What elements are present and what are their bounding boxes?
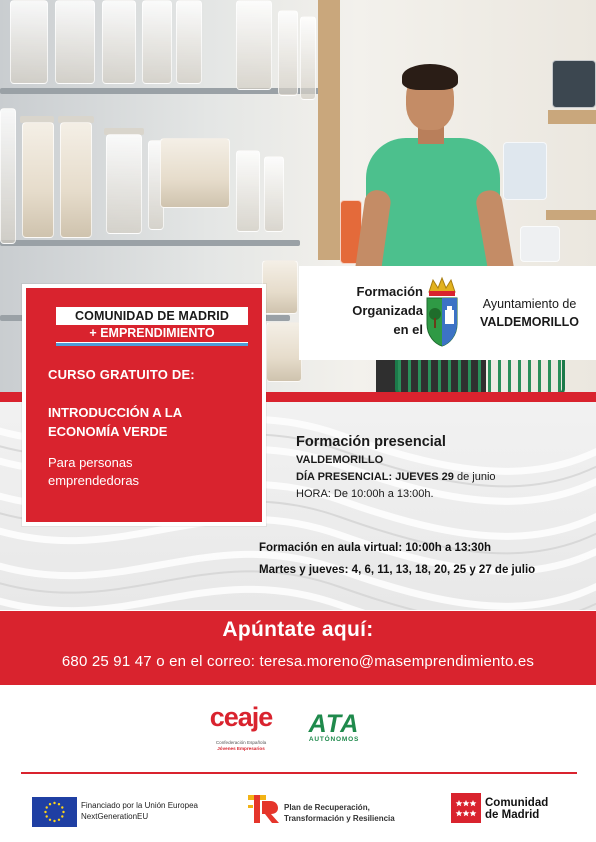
virtual-info	[259, 537, 594, 581]
ceaje-subtitle	[205, 740, 277, 752]
presencial-day	[296, 469, 586, 486]
presencial-hours: HORA: De 10:00h a 13:00h.	[296, 488, 434, 500]
eu-line2: NextGenerationEU	[81, 812, 149, 821]
organizer-text-line2: Organizada	[352, 303, 423, 318]
wooden-shelf	[546, 210, 596, 220]
jar	[10, 0, 48, 84]
footer-divider	[21, 772, 577, 774]
ceaje-sub-line2: Jóvenes Empresarios	[217, 746, 265, 751]
presencial-day-label: DÍA PRESENCIAL: JUEVES 29	[296, 471, 454, 483]
jar	[236, 150, 260, 232]
audience-line1: Para personas	[48, 455, 133, 470]
jar	[176, 0, 202, 84]
presencial-info	[296, 434, 586, 503]
course-title-line2: ECONOMÍA VERDE	[48, 424, 168, 439]
wooden-shelf	[318, 0, 340, 260]
jar	[22, 122, 54, 238]
eu-line1: Financiado por la Unión Europea	[81, 801, 198, 810]
course-box	[22, 284, 266, 526]
jar	[60, 122, 92, 238]
ceaje-sub-line1: Confederación Española	[215, 740, 267, 745]
presencial-heading: Formación presencial	[296, 434, 446, 450]
eu-flag-icon	[32, 797, 77, 827]
jar	[142, 0, 172, 84]
audience-line2: emprendedoras	[48, 473, 140, 488]
course-label: CURSO GRATUITO DE:	[48, 367, 195, 382]
jar	[55, 0, 95, 84]
comunidad-madrid-text	[485, 797, 548, 821]
shelf	[0, 240, 300, 246]
signup-banner	[0, 611, 596, 685]
shop-item	[520, 226, 560, 262]
jar	[278, 10, 298, 96]
virtual-line1: Formación en aula virtual: 10:00h a 13:30h	[259, 542, 491, 554]
shopping-basket	[395, 355, 565, 395]
wooden-shelf	[548, 110, 596, 124]
jar	[0, 108, 16, 244]
valdemorillo-coat-of-arms-icon	[423, 276, 461, 348]
presencial-day-month: de junio	[453, 471, 496, 483]
jar	[262, 260, 298, 314]
jar	[160, 138, 230, 208]
jar	[300, 16, 316, 100]
course-audience	[48, 454, 258, 490]
jar	[102, 0, 136, 84]
hair	[402, 64, 458, 90]
virtual-line2: Martes y jueves: 4, 6, 11, 13, 18, 20, 25 y 27 de julio	[259, 564, 536, 576]
organizer-name-line1: Ayuntamiento de	[482, 297, 577, 311]
ata-wordmark: ATA	[308, 710, 360, 738]
jar	[264, 156, 284, 232]
organizer-text-line1: Formación	[356, 284, 423, 299]
brand-line1: COMUNIDAD DE MADRID	[75, 309, 229, 323]
recovery-plan-icon	[246, 793, 282, 825]
shop-item	[552, 60, 596, 108]
prtr-line2: Transformación y Resiliencia	[284, 814, 395, 823]
ata-subtitle: AUTÓNOMOS	[308, 736, 360, 743]
recovery-plan-text	[284, 802, 395, 824]
shop-item	[503, 142, 547, 200]
ceaje-wordmark: ceaje	[209, 702, 273, 732]
presencial-place: VALDEMORILLO	[296, 454, 384, 466]
cm-line1: Comunidad	[485, 797, 549, 809]
organizer-name	[467, 295, 592, 331]
signup-contact[interactable]: 680 25 91 47 o en el correo: teresa.moreno@masemprendimiento.es	[61, 653, 535, 670]
brand-line2: + EMPRENDIMIENTO	[56, 325, 248, 342]
prtr-line1: Plan de Recuperación,	[284, 803, 370, 812]
course-title-line1: INTRODUCCIÓN A LA	[48, 405, 183, 420]
brand-accent-bar	[56, 343, 248, 346]
jar	[236, 0, 272, 90]
jar	[266, 322, 302, 382]
organizer-text	[313, 282, 423, 339]
organizer-card	[299, 266, 596, 360]
comunidad-madrid-flag-icon	[451, 793, 481, 823]
cm-line2: de Madrid	[485, 809, 540, 821]
eu-funding-text	[81, 800, 198, 822]
ata-logo	[298, 710, 370, 744]
jar	[106, 134, 142, 234]
organizer-name-line2: VALDEMORILLO	[479, 315, 580, 329]
course-title	[48, 403, 258, 441]
organizer-text-line3: en el	[393, 322, 423, 337]
ceaje-logo	[205, 702, 277, 760]
comunidad-madrid-emprendimiento-logo	[56, 307, 248, 343]
signup-heading: Apúntate aquí:	[222, 618, 374, 641]
